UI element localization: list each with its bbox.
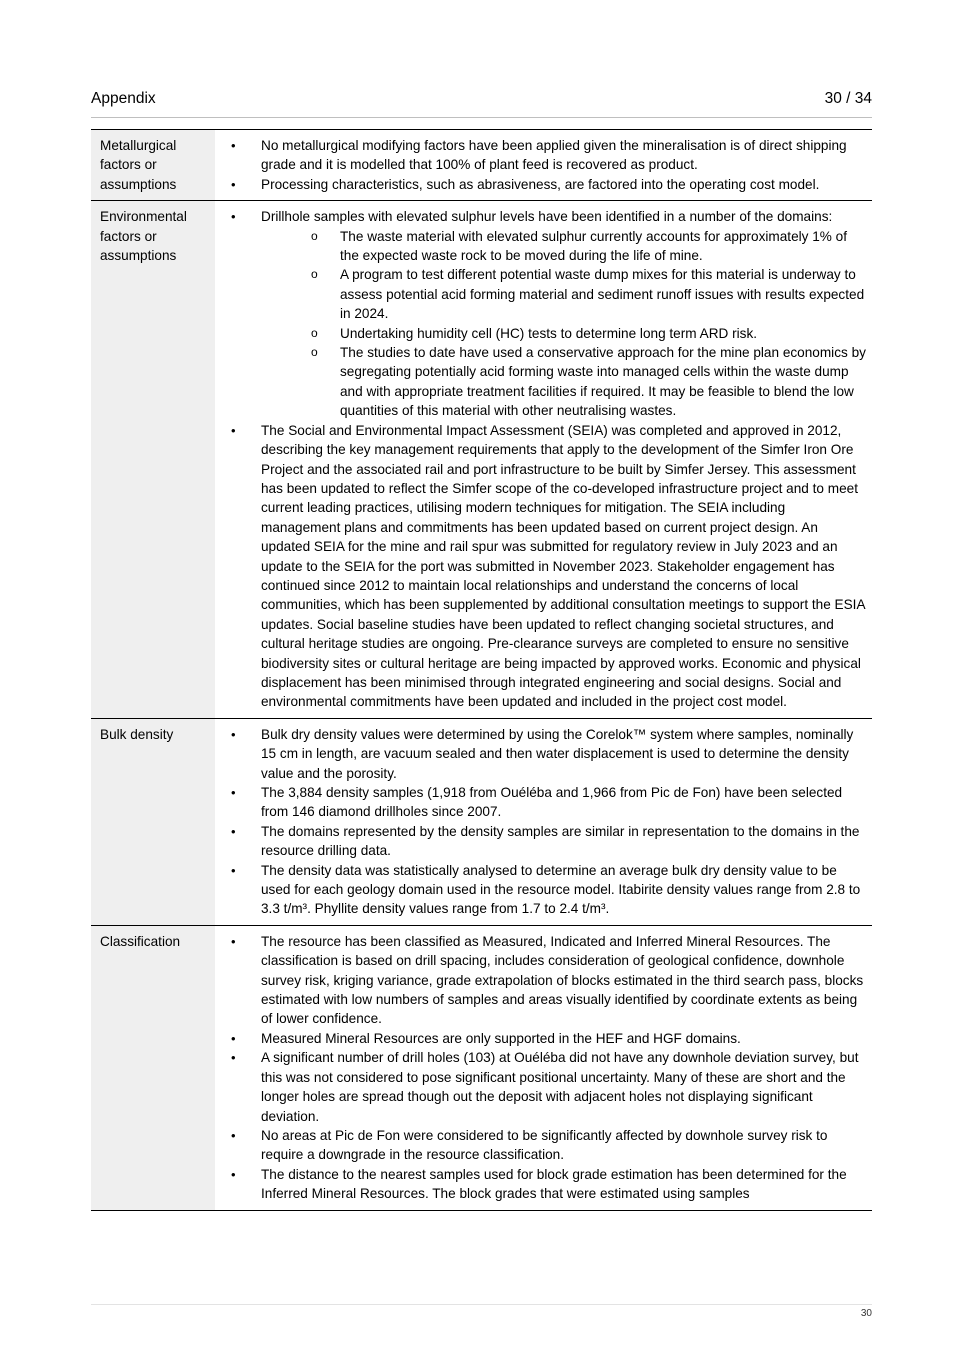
header-page-indicator: 30 / 34 xyxy=(824,90,872,107)
sub-bullet-item: o The waste material with elevated sulphur currently accounts for approximately 1% of the expected waste rock to be moved during the life of mine. xyxy=(261,227,868,266)
table-row xyxy=(91,130,872,201)
row-content xyxy=(215,925,872,1210)
bullet-item: • The density data was statistically analysed to determine an average bulk dry density value to be used for each geology domain used in the resource model. Itabirite density values range from 2.8 to 3.3 t/m³. Phyllite density values range from 1.7 to 2.4 t/m³. xyxy=(215,861,868,919)
header-divider xyxy=(91,117,872,118)
sub-bullet-item: o A program to test different potential waste dump mixes for this material is underway to assess potential acid forming material and sediment runoff issues with results expected in 2024. xyxy=(261,265,868,323)
row-content xyxy=(215,718,872,925)
sub-bullet-item: o Undertaking humidity cell (HC) tests to determine long term ARD risk. xyxy=(261,324,868,343)
bullet-item: • The domains represented by the density samples are similar in representation to the domains in the resource drilling data. xyxy=(215,822,868,861)
page-header xyxy=(91,90,872,108)
footer-page-number: 30 xyxy=(860,1308,872,1319)
row-label: Metallurgical factors or assumptions xyxy=(91,130,215,201)
table-row xyxy=(91,201,872,719)
row-label: Classification xyxy=(91,925,215,1210)
bullet-item: • The resource has been classified as Measured, Indicated and Inferred Mineral Resources. The classification is based on drill spacing, includes consideration of geological confidence, downhole survey risk, kriging variance, grade extrapolation of blocks estimated in the third search pass, blocks estimated with low numbers of samples and areas visually identified by coordinate extents as being of lower confidence. xyxy=(215,932,868,1029)
bullet-item: • The distance to the nearest samples used for block grade estimation has been determined for the Inferred Mineral Resources. The block grades that were estimated using samples xyxy=(215,1165,868,1204)
header-title: Appendix xyxy=(91,90,156,107)
criteria-table xyxy=(91,129,872,1211)
bullet-item xyxy=(215,207,868,420)
row-label: Bulk density xyxy=(91,718,215,925)
bullet-item: • The 3,884 density samples (1,918 from Ouéléba and 1,966 from Pic de Fon) have been selected from 146 diamond drillholes since 2007. xyxy=(215,783,868,822)
bullet-item: • Measured Mineral Resources are only supported in the HEF and HGF domains. xyxy=(215,1029,868,1048)
bullet-text: Drillhole samples with elevated sulphur levels have been identified in a number of the domains: xyxy=(261,209,833,225)
bullet-item: • Bulk dry density values were determined by using the Corelok™ system where samples, nominally 15 cm in length, are vacuum sealed and then water displacement is used to determine the density value and the porosity. xyxy=(215,725,868,783)
row-content xyxy=(215,130,872,201)
footer-divider xyxy=(91,1304,872,1305)
bullet-item: • Processing characteristics, such as abrasiveness, are factored into the operating cost model. xyxy=(215,175,868,194)
sub-bullet-item: o The studies to date have used a conservative approach for the mine plan economics by segregating potentially acid forming waste into managed cells within the waste dump and with appropriate treatment facilities if required. It may be feasible to blend the low quantities of this material with other neutralising wastes. xyxy=(261,343,868,421)
bullet-item: • No areas at Pic de Fon were considered to be significantly affected by downhole survey risk to require a downgrade in the resource classification. xyxy=(215,1126,868,1165)
table-row xyxy=(91,718,872,925)
bullet-item: • No metallurgical modifying factors have been applied given the mineralisation is of direct shipping grade and it is modelled that 100% of plant feed is recovered as product. xyxy=(215,136,868,175)
row-content xyxy=(215,201,872,719)
table-row xyxy=(91,925,872,1210)
bullet-item: • The Social and Environmental Impact Assessment (SEIA) was completed and approved in 2012, describing the key management requirements that apply to the development of the Simfer Iron Ore Project and the associated rail and port infrastructure to be built by Simfer Jersey. This assessment has been updated to reflect the Simfer scope of the co-developed infrastructure project and to meet current leading practices, utilising modern techniques for mitigation. The SEIA including management plans and commitments has been updated based on current project design. An updated SEIA for the mine and rail spur was submitted for regulatory review in July 2023 and an update to the SEIA for the port was submitted in November 2023. Stakeholder engagement has continued since 2012 to maintain local relationships and understand the concerns of local communities, which has been supplemented by additional consultation meetings to support the ESIA updates. Social baseline studies have been updated to reflect changing societal structures, and cultural heritage studies are ongoing. Pre-clearance surveys are completed to ensure no sensitive biodiversity sites or cultural heritage are being impacted by approved works. Economic and physical displacement has been minimised through integrated engineering and social designs. Social and environmental commitments have been updated and included in the project cost model. xyxy=(215,421,868,712)
bullet-item: • A significant number of drill holes (103) at Ouéléba did not have any downhole deviation survey, but this was not considered to pose significant positional uncertainty. Many of these are short and the longer holes are spread though out the deposit with adjacent holes not displaying significant deviation. xyxy=(215,1048,868,1126)
row-label: Environmental factors or assumptions xyxy=(91,201,215,719)
